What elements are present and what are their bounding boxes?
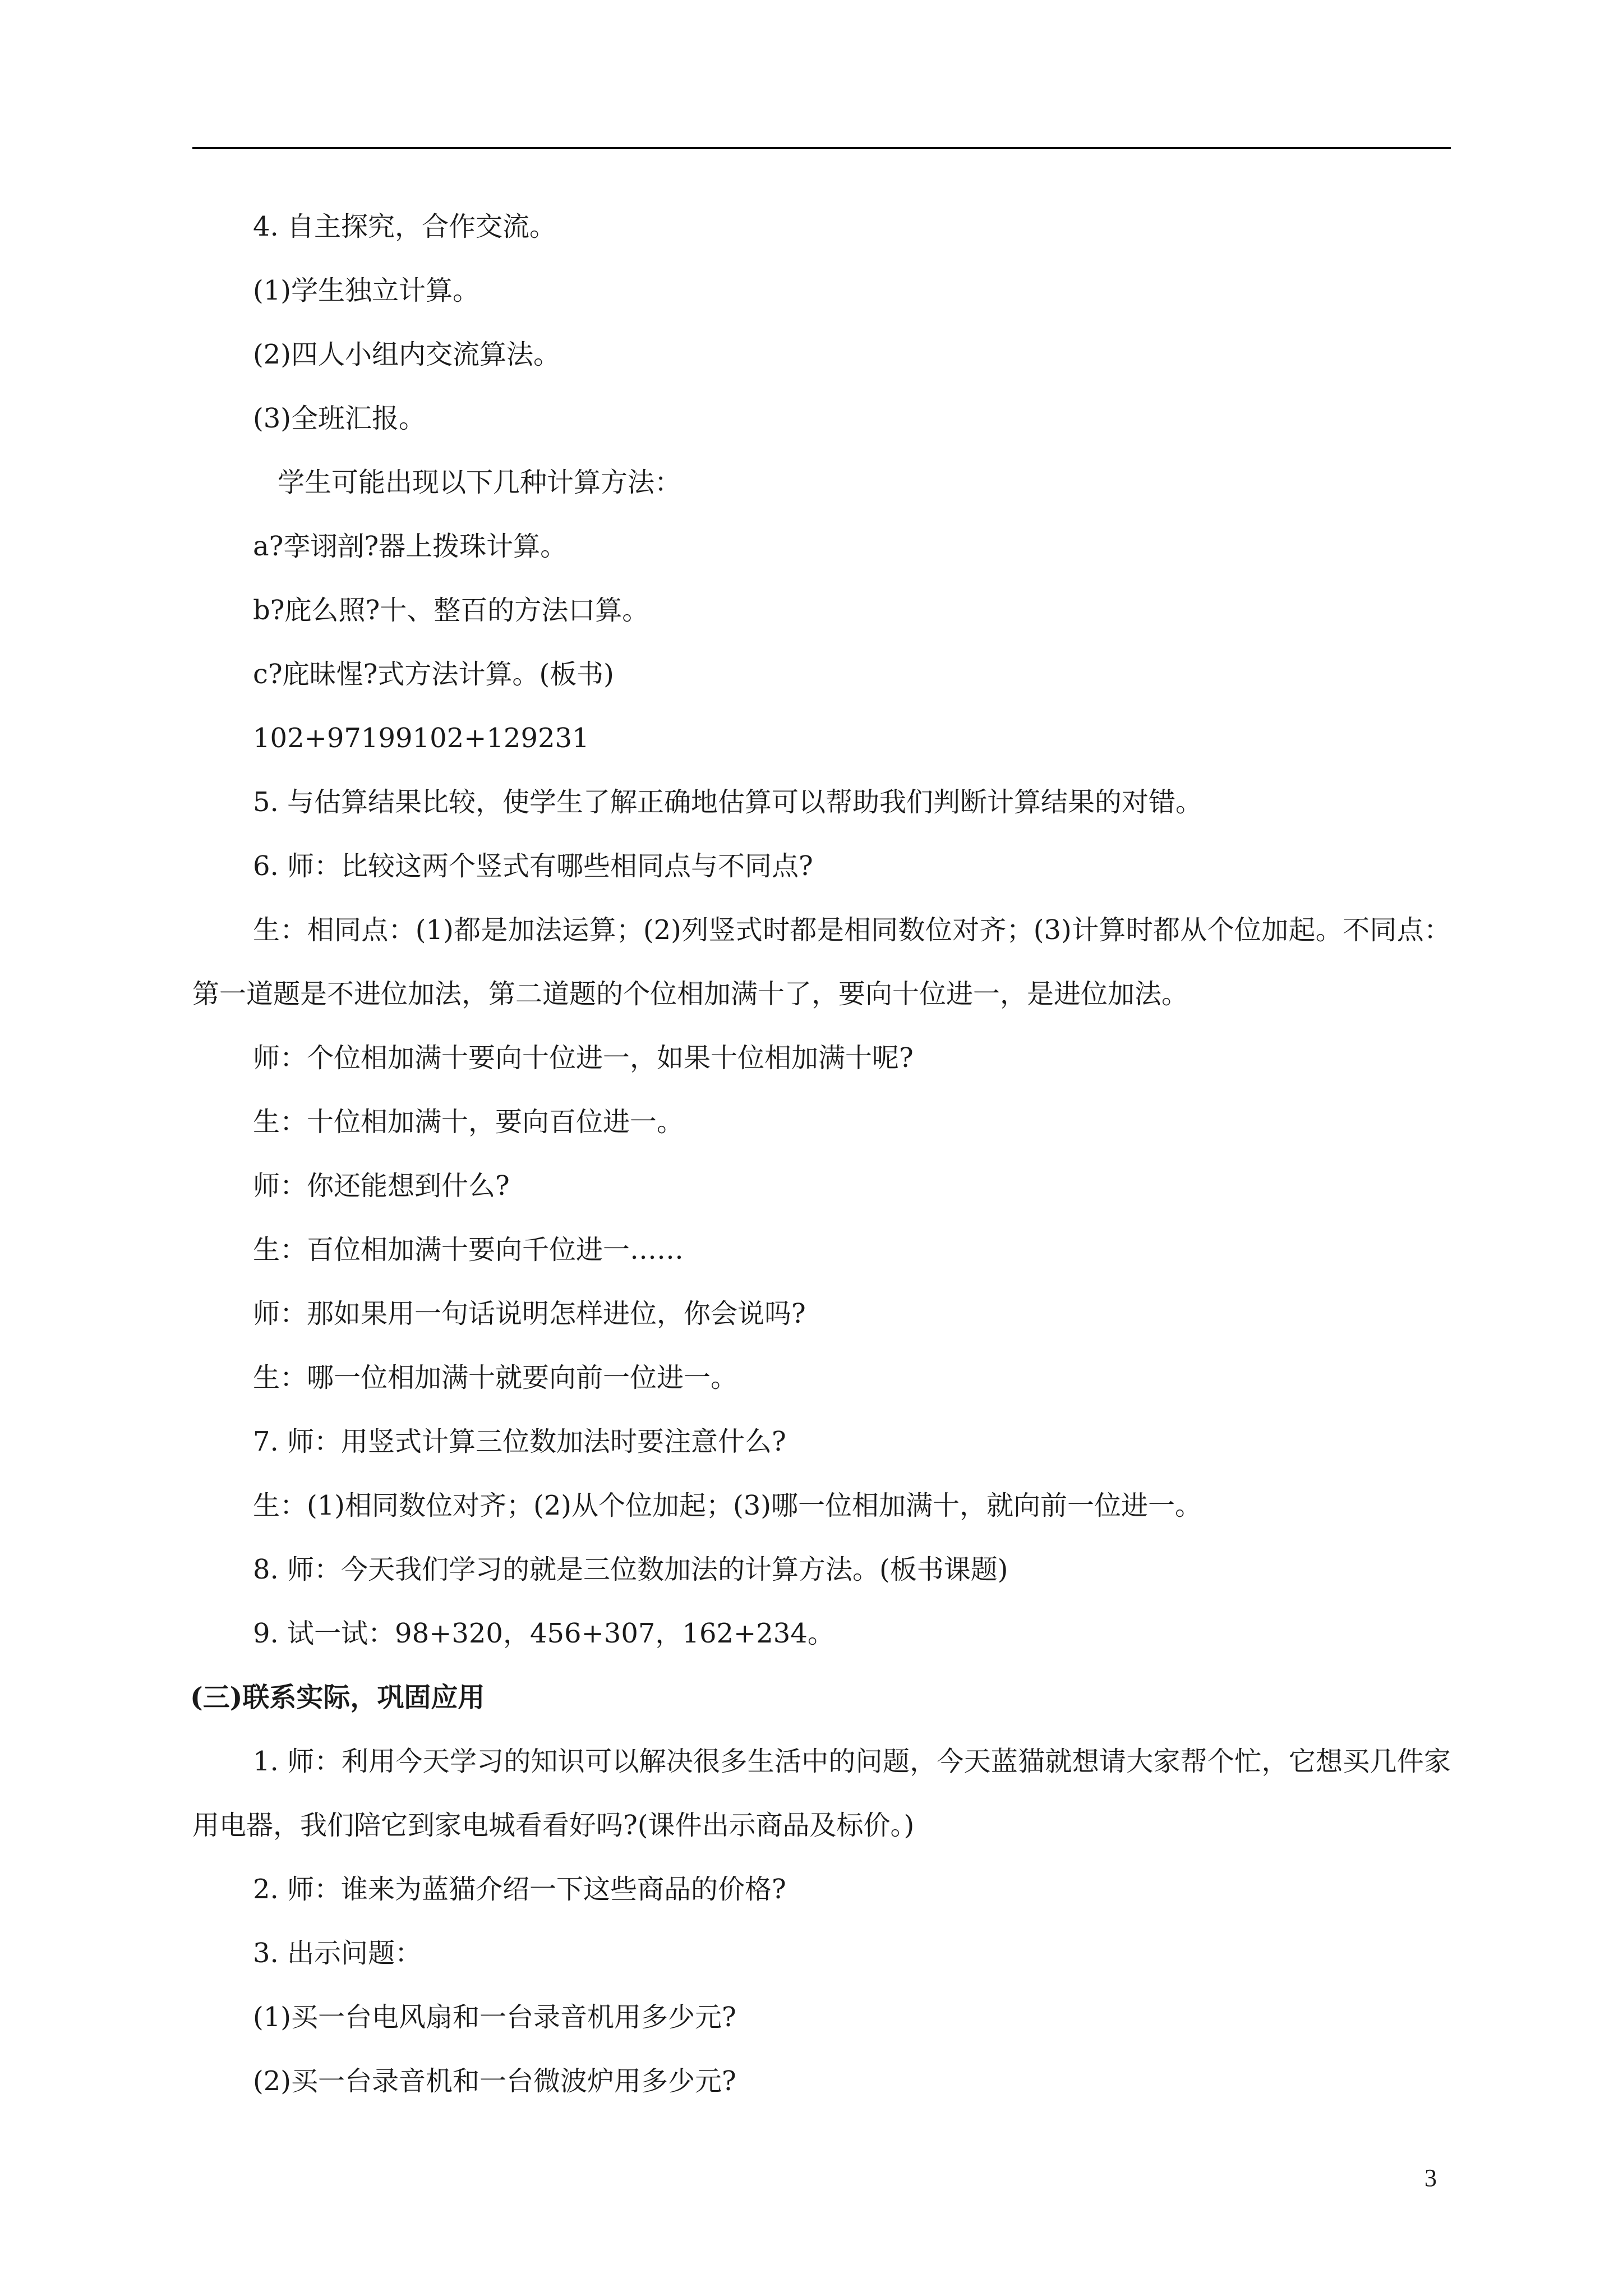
step-7: 7. 师：用竖式计算三位数加法时要注意什么? xyxy=(253,1426,786,1457)
substep-1: (1)学生独立计算。 xyxy=(253,275,479,306)
method-a: a?孪诩剖?器上拨珠计算。 xyxy=(253,531,568,562)
page-number: 3 xyxy=(1424,2164,1437,2192)
step-9: 9. 试一试：98+320，456+307，162+234。 xyxy=(253,1618,834,1649)
teacher-question-more: 师：你还能想到什么? xyxy=(253,1170,510,1202)
question-2: (2)买一台录音机和一台微波炉用多少元? xyxy=(253,2065,736,2097)
student-answer-hundreds: 生：百位相加满十要向千位进一…… xyxy=(253,1234,684,1266)
student-answer-rules: 生：(1)相同数位对齐；(2)从个位加起；(3)哪一位相加满十，就向前一位进一。 xyxy=(253,1490,1202,1521)
teacher-question-tens: 师：个位相加满十要向十位进一，如果十位相加满十呢? xyxy=(253,1042,914,1074)
substep-2: (2)四人小组内交流算法。 xyxy=(253,339,560,370)
section-heading: (三)联系实际，巩固应用 xyxy=(190,1682,485,1713)
step-8: 8. 师：今天我们学习的就是三位数加法的计算方法。(板书课题) xyxy=(253,1554,1008,1585)
step-6: 6. 师：比较这两个竖式有哪些相同点与不同点? xyxy=(253,850,813,882)
step-5: 5. 与估算结果比较，使学生了解正确地估算可以帮助我们判断计算结果的对错。 xyxy=(253,786,1203,818)
student-answer-tens: 生：十位相加满十，要向百位进一。 xyxy=(253,1106,684,1138)
step-4: 4. 自主探究，合作交流。 xyxy=(253,211,557,242)
calculation: 102+97199102+129231 xyxy=(253,723,589,754)
teacher-question-summary: 师：那如果用一句话说明怎样进位，你会说吗? xyxy=(253,1298,806,1329)
methods-intro: 学生可能出现以下几种计算方法： xyxy=(278,467,682,498)
practice-step-1: 1. 师：利用今天学习的知识可以解决很多生活中的问题，今天蓝猫就想请大家帮个忙，它想买几件家用电器，我们陪它到家电城看看好吗?(课件出示商品及标价。) xyxy=(192,1746,1451,1841)
student-answer-summary: 生：哪一位相加满十就要向前一位进一。 xyxy=(253,1362,738,1393)
question-1: (1)买一台电风扇和一台录音机用多少元? xyxy=(253,2001,736,2033)
method-c: c?庇昧惺?式方法计算。(板书) xyxy=(253,659,614,690)
header-rule xyxy=(192,147,1451,149)
method-b: b?庇么照?十、整百的方法口算。 xyxy=(253,595,649,626)
document-body xyxy=(192,210,1451,2129)
practice-step-3: 3. 出示问题： xyxy=(253,1938,422,1969)
student-answer-comparison: 生：相同点：(1)都是加法运算；(2)列竖式时都是相同数位对齐；(3)计算时都从个位加起。不同点：第一道题是不进位加法，第二道题的个位相加满十了，要向十位进一，是进位加法。 xyxy=(192,914,1451,1010)
substep-3: (3)全班汇报。 xyxy=(253,403,426,434)
practice-step-2: 2. 师：谁来为蓝猫介绍一下这些商品的价格? xyxy=(253,1874,786,1905)
